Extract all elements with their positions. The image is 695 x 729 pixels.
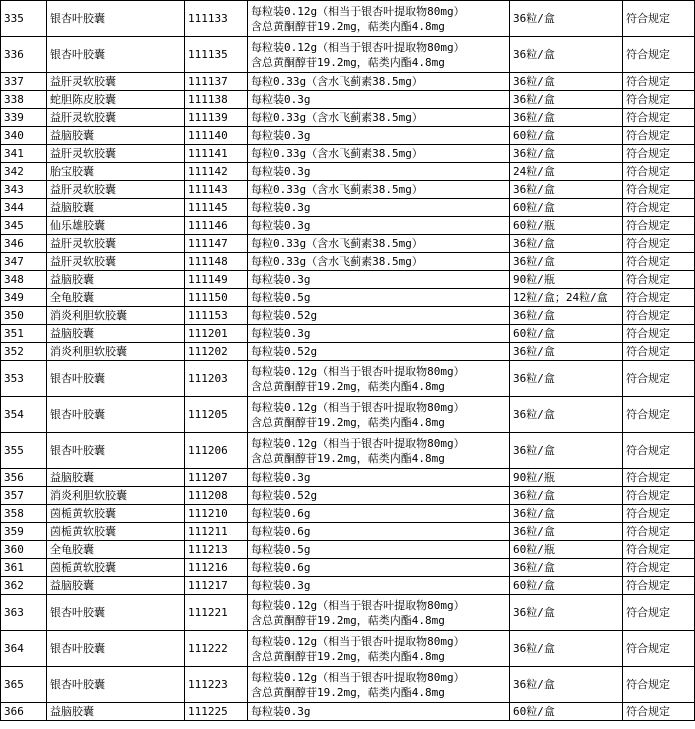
specification-cell — [248, 577, 510, 595]
row-number-cell: 340 — [1, 127, 47, 145]
specification-line: 含总黄酮醇苷19.2mg，萜类内酯4.8mg — [251, 379, 445, 393]
result-cell: 符合规定 — [623, 361, 695, 397]
package-cell: 24粒/盒 — [510, 163, 623, 181]
batch-number-cell: 111133 — [185, 1, 248, 37]
package-cell: 60粒/盒 — [510, 199, 623, 217]
package-cell: 36粒/盒 — [510, 109, 623, 127]
result-cell: 符合规定 — [623, 235, 695, 253]
package-cell: 12粒/盒；24粒/盒 — [510, 289, 623, 307]
specification-line: 每粒装0.3g — [251, 201, 311, 214]
package-cell: 36粒/盒 — [510, 253, 623, 271]
batch-number-cell: 111141 — [185, 145, 248, 163]
result-cell: 符合规定 — [623, 595, 695, 631]
row-number-cell: 346 — [1, 235, 47, 253]
specification-line: 每粒0.33g（含水飞蓟素38.5mg） — [251, 75, 423, 88]
specification-cell — [248, 397, 510, 433]
product-name-cell: 银杏叶胶囊 — [47, 1, 185, 37]
batch-number-cell: 111146 — [185, 217, 248, 235]
specification-line: 每粒0.33g（含水飞蓟素38.5mg） — [251, 183, 423, 196]
specification-line: 每粒装0.3g — [251, 471, 311, 484]
product-name-cell: 银杏叶胶囊 — [47, 361, 185, 397]
batch-number-cell: 111142 — [185, 163, 248, 181]
product-name-cell: 全龟胶囊 — [47, 289, 185, 307]
package-cell: 36粒/盒 — [510, 361, 623, 397]
product-name-cell: 胎宝胶囊 — [47, 163, 185, 181]
row-number-cell: 343 — [1, 181, 47, 199]
table-row — [1, 487, 695, 505]
table-row — [1, 199, 695, 217]
row-number-cell: 348 — [1, 271, 47, 289]
product-name-cell: 益肝灵软胶囊 — [47, 235, 185, 253]
package-cell: 36粒/盒 — [510, 631, 623, 667]
row-number-cell: 347 — [1, 253, 47, 271]
row-number-cell: 361 — [1, 559, 47, 577]
specification-cell — [248, 469, 510, 487]
table-row — [1, 181, 695, 199]
specification-cell — [248, 1, 510, 37]
result-cell: 符合规定 — [623, 667, 695, 703]
specification-cell — [248, 505, 510, 523]
table-row — [1, 253, 695, 271]
package-cell: 60粒/盒 — [510, 127, 623, 145]
table-row — [1, 37, 695, 73]
row-number-cell: 357 — [1, 487, 47, 505]
product-name-cell: 益肝灵软胶囊 — [47, 181, 185, 199]
package-cell: 36粒/盒 — [510, 37, 623, 73]
batch-number-cell: 111148 — [185, 253, 248, 271]
table-row — [1, 397, 695, 433]
result-cell: 符合规定 — [623, 523, 695, 541]
package-cell: 36粒/盒 — [510, 505, 623, 523]
result-cell: 符合规定 — [623, 163, 695, 181]
specification-cell — [248, 253, 510, 271]
product-name-cell: 银杏叶胶囊 — [47, 397, 185, 433]
table-row — [1, 73, 695, 91]
result-cell: 符合规定 — [623, 271, 695, 289]
result-cell: 符合规定 — [623, 109, 695, 127]
specification-line: 每粒装0.12g（相当于银杏叶提取物80mg） — [251, 598, 465, 612]
batch-number-cell: 111222 — [185, 631, 248, 667]
result-cell: 符合规定 — [623, 577, 695, 595]
specification-line: 每粒装0.12g（相当于银杏叶提取物80mg） — [251, 670, 465, 684]
specification-cell — [248, 433, 510, 469]
product-name-cell: 银杏叶胶囊 — [47, 667, 185, 703]
product-name-cell: 益脑胶囊 — [47, 577, 185, 595]
row-number-cell: 353 — [1, 361, 47, 397]
package-cell: 36粒/盒 — [510, 523, 623, 541]
specification-line: 含总黄酮醇苷19.2mg，萜类内酯4.8mg — [251, 55, 445, 69]
specification-cell — [248, 109, 510, 127]
product-name-cell: 银杏叶胶囊 — [47, 595, 185, 631]
product-name-cell: 消炎利胆软胶囊 — [47, 343, 185, 361]
row-number-cell: 352 — [1, 343, 47, 361]
package-cell: 36粒/盒 — [510, 667, 623, 703]
specification-cell — [248, 523, 510, 541]
specification-line: 每粒装0.3g — [251, 129, 311, 142]
batch-number-cell: 111138 — [185, 91, 248, 109]
result-cell: 符合规定 — [623, 433, 695, 469]
specification-cell — [248, 235, 510, 253]
row-number-cell: 356 — [1, 469, 47, 487]
specification-line: 每粒装0.6g — [251, 525, 311, 538]
package-cell: 36粒/盒 — [510, 73, 623, 91]
product-name-cell: 益脑胶囊 — [47, 127, 185, 145]
specification-line: 含总黄酮醇苷19.2mg，萜类内酯4.8mg — [251, 451, 445, 465]
table-row — [1, 343, 695, 361]
row-number-cell: 354 — [1, 397, 47, 433]
table-row — [1, 109, 695, 127]
specification-line: 每粒装0.6g — [251, 561, 311, 574]
batch-number-cell: 111203 — [185, 361, 248, 397]
product-name-cell: 益肝灵软胶囊 — [47, 73, 185, 91]
specification-cell — [248, 91, 510, 109]
batch-number-cell: 111213 — [185, 541, 248, 559]
specification-line: 每粒装0.3g — [251, 579, 311, 592]
result-cell: 符合规定 — [623, 397, 695, 433]
package-cell: 36粒/盒 — [510, 343, 623, 361]
specification-line: 每粒装0.3g — [251, 219, 311, 232]
batch-number-cell: 111207 — [185, 469, 248, 487]
product-name-cell: 益肝灵软胶囊 — [47, 145, 185, 163]
table-row — [1, 289, 695, 307]
batch-number-cell: 111149 — [185, 271, 248, 289]
specification-cell — [248, 541, 510, 559]
specification-line: 每粒装0.5g — [251, 291, 311, 304]
product-name-cell: 益脑胶囊 — [47, 271, 185, 289]
row-number-cell: 342 — [1, 163, 47, 181]
package-cell: 36粒/盒 — [510, 307, 623, 325]
specification-line: 每粒装0.52g — [251, 345, 318, 358]
product-name-cell: 银杏叶胶囊 — [47, 433, 185, 469]
row-number-cell: 336 — [1, 37, 47, 73]
row-number-cell: 365 — [1, 667, 47, 703]
product-name-cell: 全龟胶囊 — [47, 541, 185, 559]
package-cell: 36粒/盒 — [510, 181, 623, 199]
specification-line: 每粒装0.12g（相当于银杏叶提取物80mg） — [251, 4, 465, 18]
result-cell: 符合规定 — [623, 325, 695, 343]
package-cell: 60粒/瓶 — [510, 541, 623, 559]
result-cell: 符合规定 — [623, 91, 695, 109]
result-cell: 符合规定 — [623, 469, 695, 487]
table-row — [1, 703, 695, 721]
package-cell: 60粒/盒 — [510, 577, 623, 595]
specification-cell — [248, 271, 510, 289]
batch-number-cell: 111145 — [185, 199, 248, 217]
table-row — [1, 595, 695, 631]
product-name-cell: 银杏叶胶囊 — [47, 631, 185, 667]
product-name-cell: 益脑胶囊 — [47, 703, 185, 721]
batch-number-cell: 111216 — [185, 559, 248, 577]
specification-line: 每粒装0.3g — [251, 165, 311, 178]
specification-line: 含总黄酮醇苷19.2mg，萜类内酯4.8mg — [251, 649, 445, 663]
row-number-cell: 349 — [1, 289, 47, 307]
row-number-cell: 341 — [1, 145, 47, 163]
specification-cell — [248, 289, 510, 307]
result-cell: 符合规定 — [623, 289, 695, 307]
product-name-cell: 茵栀黄软胶囊 — [47, 505, 185, 523]
specification-line: 含总黄酮醇苷19.2mg，萜类内酯4.8mg — [251, 19, 445, 33]
package-cell: 36粒/盒 — [510, 91, 623, 109]
product-name-cell: 益脑胶囊 — [47, 199, 185, 217]
package-cell: 60粒/盒 — [510, 325, 623, 343]
specification-line: 每粒装0.12g（相当于银杏叶提取物80mg） — [251, 364, 465, 378]
specification-line: 每粒装0.3g — [251, 93, 311, 106]
batch-number-cell: 111135 — [185, 37, 248, 73]
result-cell: 符合规定 — [623, 1, 695, 37]
result-cell: 符合规定 — [623, 703, 695, 721]
specification-cell — [248, 37, 510, 73]
batch-number-cell: 111205 — [185, 397, 248, 433]
batch-number-cell: 111206 — [185, 433, 248, 469]
table-row — [1, 217, 695, 235]
specification-line: 每粒装0.52g — [251, 489, 318, 502]
specification-line: 每粒装0.12g（相当于银杏叶提取物80mg） — [251, 634, 465, 648]
table-row — [1, 559, 695, 577]
table-row — [1, 1, 695, 37]
batch-number-cell: 111208 — [185, 487, 248, 505]
specification-cell — [248, 703, 510, 721]
row-number-cell: 345 — [1, 217, 47, 235]
package-cell: 36粒/盒 — [510, 1, 623, 37]
row-number-cell: 351 — [1, 325, 47, 343]
product-name-cell: 益脑胶囊 — [47, 325, 185, 343]
table-row — [1, 163, 695, 181]
specification-line: 含总黄酮醇苷19.2mg，萜类内酯4.8mg — [251, 415, 445, 429]
table-row — [1, 577, 695, 595]
row-number-cell: 360 — [1, 541, 47, 559]
table-row — [1, 505, 695, 523]
table-row — [1, 667, 695, 703]
specification-cell — [248, 163, 510, 181]
batch-number-cell: 111150 — [185, 289, 248, 307]
package-cell: 60粒/瓶 — [510, 217, 623, 235]
product-name-cell: 银杏叶胶囊 — [47, 37, 185, 73]
result-cell: 符合规定 — [623, 541, 695, 559]
row-number-cell: 362 — [1, 577, 47, 595]
result-cell: 符合规定 — [623, 145, 695, 163]
specification-cell — [248, 145, 510, 163]
specification-cell — [248, 343, 510, 361]
batch-number-cell: 111201 — [185, 325, 248, 343]
product-name-cell: 消炎利胆软胶囊 — [47, 487, 185, 505]
product-name-cell: 茵栀黄软胶囊 — [47, 523, 185, 541]
specification-cell — [248, 631, 510, 667]
product-name-cell: 茵栀黄软胶囊 — [47, 559, 185, 577]
batch-number-cell: 111143 — [185, 181, 248, 199]
result-cell: 符合规定 — [623, 217, 695, 235]
product-name-cell: 益肝灵软胶囊 — [47, 109, 185, 127]
package-cell: 36粒/盒 — [510, 433, 623, 469]
table-row — [1, 469, 695, 487]
batch-number-cell: 111137 — [185, 73, 248, 91]
specification-cell — [248, 595, 510, 631]
specification-cell — [248, 181, 510, 199]
table-row — [1, 145, 695, 163]
package-cell: 36粒/盒 — [510, 487, 623, 505]
specification-cell — [248, 127, 510, 145]
specification-line: 每粒0.33g（含水飞蓟素38.5mg） — [251, 255, 423, 268]
row-number-cell: 350 — [1, 307, 47, 325]
package-cell: 36粒/盒 — [510, 559, 623, 577]
specification-cell — [248, 361, 510, 397]
product-name-cell: 益肝灵软胶囊 — [47, 253, 185, 271]
batch-number-cell: 111202 — [185, 343, 248, 361]
result-cell: 符合规定 — [623, 505, 695, 523]
result-cell: 符合规定 — [623, 199, 695, 217]
specification-cell — [248, 325, 510, 343]
row-number-cell: 344 — [1, 199, 47, 217]
row-number-cell: 359 — [1, 523, 47, 541]
batch-number-cell: 111139 — [185, 109, 248, 127]
specification-line: 每粒0.33g（含水飞蓟素38.5mg） — [251, 237, 423, 250]
specification-line: 含总黄酮醇苷19.2mg，萜类内酯4.8mg — [251, 613, 445, 627]
package-cell: 36粒/盒 — [510, 145, 623, 163]
package-cell: 90粒/瓶 — [510, 271, 623, 289]
table-body — [1, 1, 695, 721]
table-row — [1, 631, 695, 667]
specification-cell — [248, 487, 510, 505]
specification-cell — [248, 559, 510, 577]
specification-line: 含总黄酮醇苷19.2mg，萜类内酯4.8mg — [251, 685, 445, 699]
specification-line: 每粒装0.52g — [251, 309, 318, 322]
batch-number-cell: 111225 — [185, 703, 248, 721]
table-row — [1, 91, 695, 109]
row-number-cell: 338 — [1, 91, 47, 109]
table-row — [1, 307, 695, 325]
result-cell: 符合规定 — [623, 631, 695, 667]
package-cell: 36粒/盒 — [510, 595, 623, 631]
table-row — [1, 271, 695, 289]
row-number-cell: 364 — [1, 631, 47, 667]
specification-line: 每粒0.33g（含水飞蓟素38.5mg） — [251, 111, 423, 124]
specification-line: 每粒装0.5g — [251, 543, 311, 556]
product-name-cell: 益脑胶囊 — [47, 469, 185, 487]
package-cell: 36粒/盒 — [510, 397, 623, 433]
specification-line: 每粒装0.12g（相当于银杏叶提取物80mg） — [251, 40, 465, 54]
row-number-cell: 339 — [1, 109, 47, 127]
specification-line: 每粒0.33g（含水飞蓟素38.5mg） — [251, 147, 423, 160]
specification-cell — [248, 667, 510, 703]
result-cell: 符合规定 — [623, 253, 695, 271]
row-number-cell: 363 — [1, 595, 47, 631]
package-cell: 90粒/瓶 — [510, 469, 623, 487]
table-row — [1, 325, 695, 343]
batch-number-cell: 111223 — [185, 667, 248, 703]
table-row — [1, 523, 695, 541]
product-name-cell: 蛇胆陈皮胶囊 — [47, 91, 185, 109]
table-row — [1, 541, 695, 559]
result-cell: 符合规定 — [623, 127, 695, 145]
batch-number-cell: 111147 — [185, 235, 248, 253]
specification-line: 每粒装0.6g — [251, 507, 311, 520]
result-cell: 符合规定 — [623, 487, 695, 505]
specification-cell — [248, 217, 510, 235]
result-cell: 符合规定 — [623, 307, 695, 325]
specification-line: 每粒装0.12g（相当于银杏叶提取物80mg） — [251, 436, 465, 450]
specification-cell — [248, 73, 510, 91]
batch-number-cell: 111221 — [185, 595, 248, 631]
table-row — [1, 361, 695, 397]
result-cell: 符合规定 — [623, 559, 695, 577]
batch-number-cell: 111217 — [185, 577, 248, 595]
table-row — [1, 235, 695, 253]
result-cell: 符合规定 — [623, 181, 695, 199]
package-cell: 36粒/盒 — [510, 235, 623, 253]
row-number-cell: 335 — [1, 1, 47, 37]
batch-number-cell: 111211 — [185, 523, 248, 541]
specification-line: 每粒装0.3g — [251, 273, 311, 286]
table-row — [1, 127, 695, 145]
specification-line: 每粒装0.12g（相当于银杏叶提取物80mg） — [251, 400, 465, 414]
specification-line: 每粒装0.3g — [251, 705, 311, 718]
batch-number-cell: 111153 — [185, 307, 248, 325]
result-cell: 符合规定 — [623, 37, 695, 73]
specification-line: 每粒装0.3g — [251, 327, 311, 340]
specification-cell — [248, 307, 510, 325]
result-cell: 符合规定 — [623, 73, 695, 91]
package-cell: 60粒/盒 — [510, 703, 623, 721]
product-name-cell: 消炎利胆软胶囊 — [47, 307, 185, 325]
batch-number-cell: 111210 — [185, 505, 248, 523]
product-name-cell: 仙乐雄胶囊 — [47, 217, 185, 235]
table-row — [1, 433, 695, 469]
specification-cell — [248, 199, 510, 217]
row-number-cell: 366 — [1, 703, 47, 721]
row-number-cell: 358 — [1, 505, 47, 523]
row-number-cell: 355 — [1, 433, 47, 469]
row-number-cell: 337 — [1, 73, 47, 91]
result-cell: 符合规定 — [623, 343, 695, 361]
batch-number-cell: 111140 — [185, 127, 248, 145]
